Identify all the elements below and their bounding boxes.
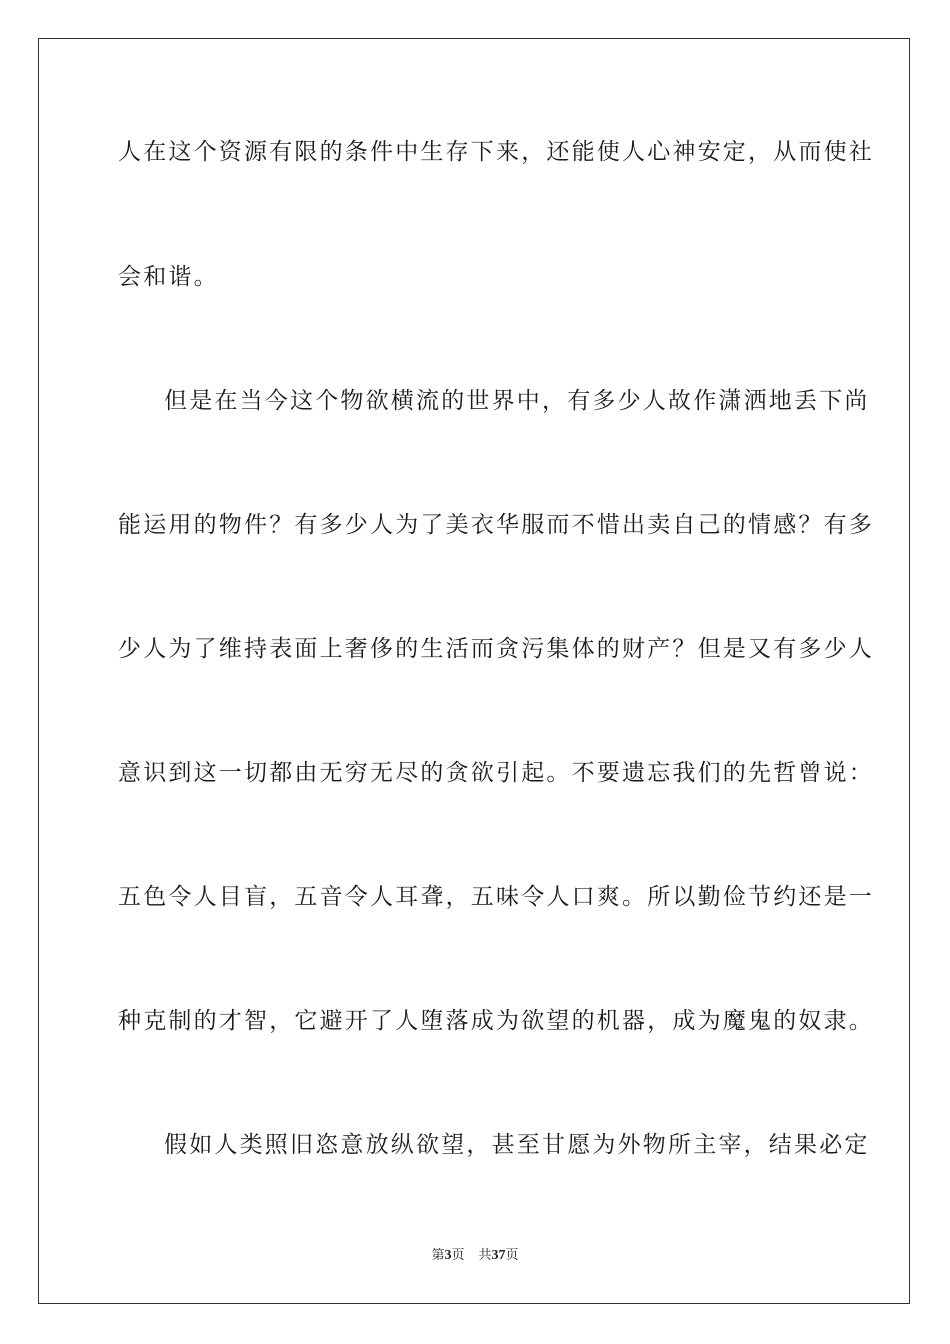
- paragraph-line-5: 少人为了维持表面上奢侈的生活而贪污集体的财产？但是又有多少人: [118, 636, 874, 662]
- paragraph-line-7: 五色令人目盲，五音令人耳聋，五味令人口爽。所以勤俭节约还是一: [118, 884, 874, 910]
- page-prefix: 第: [431, 1248, 445, 1263]
- paragraph-line-2: 会和谐。: [118, 264, 219, 290]
- paragraph-line-4: 能运用的物件？有多少人为了美衣华服而不惜出卖自己的情感？有多: [118, 512, 874, 538]
- page-border: [38, 38, 910, 1304]
- page-suffix: 页: [451, 1248, 465, 1263]
- paragraph-line-6: 意识到这一切都由无穷无尽的贪欲引起。不要遗忘我们的先哲曾说：: [118, 760, 874, 786]
- current-page-number: 3: [444, 1248, 452, 1263]
- paragraph-line-3: 但是在当今这个物欲横流的世界中，有多少人故作潇洒地丢下尚: [164, 388, 870, 414]
- paragraph-line-8: 种克制的才智，它避开了人堕落成为欲望的机器，成为魔鬼的奴隶。: [118, 1008, 874, 1034]
- total-suffix: 页: [505, 1248, 519, 1263]
- total-pages-number: 37: [491, 1248, 506, 1263]
- paragraph-line-9: 假如人类照旧恣意放纵欲望，甚至甘愿为外物所主宰，结果必定: [164, 1132, 870, 1158]
- paragraph-line-1: 人在这个资源有限的条件中生存下来，还能使人心神安定，从而使社: [118, 139, 874, 165]
- total-prefix: 共: [478, 1248, 492, 1263]
- page-footer: [0, 1247, 950, 1265]
